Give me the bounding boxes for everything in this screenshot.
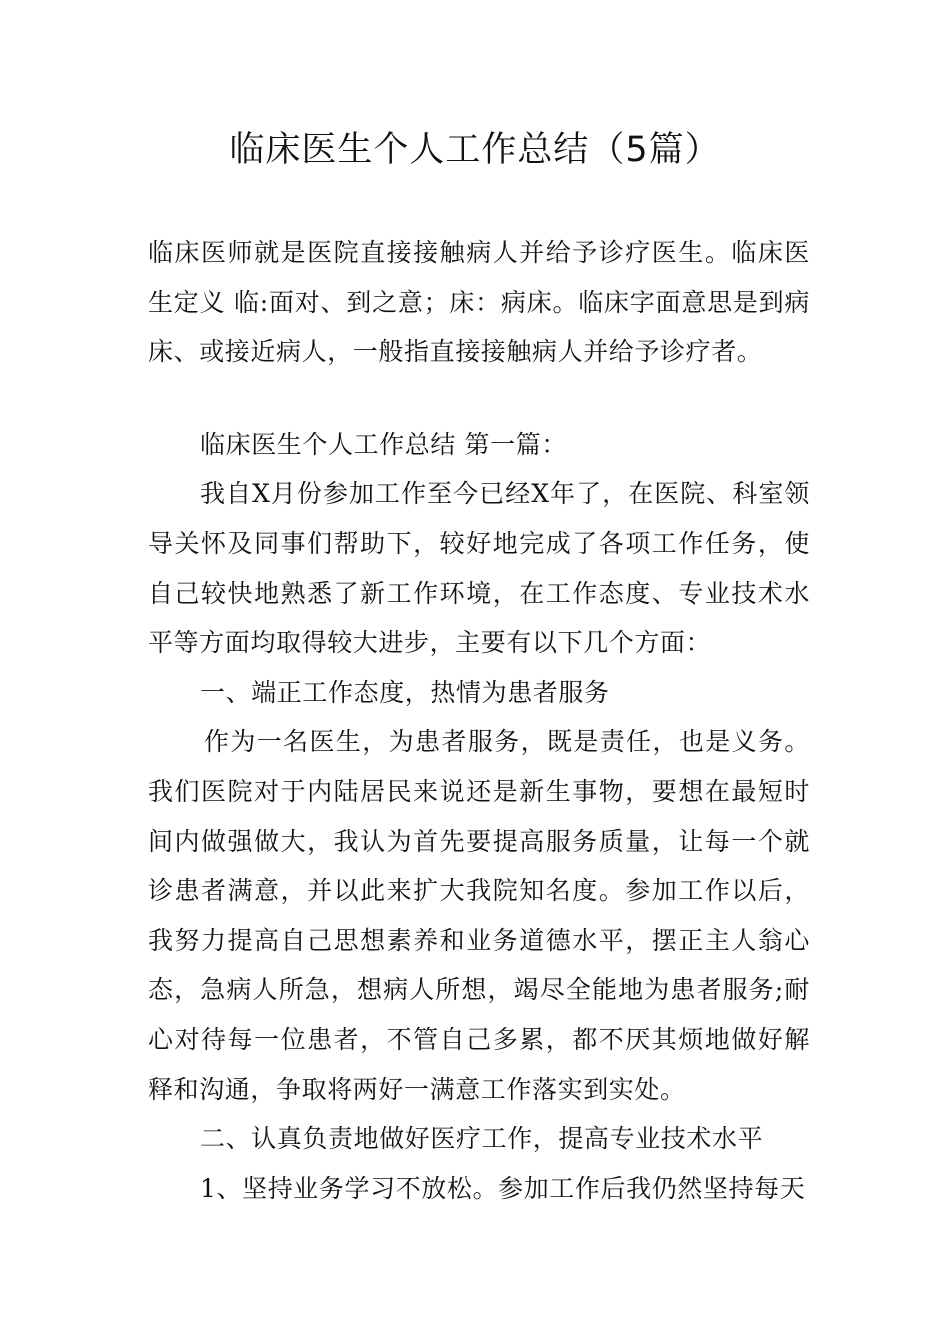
paragraph-gap <box>148 377 810 420</box>
body-paragraph: 1、坚持业务学习不放松。参加工作后我仍然坚持每天 <box>200 1173 806 1203</box>
subheading-2: 二、认真负责地做好医疗工作，提高专业技术水平 <box>200 1124 764 1154</box>
document-title: 临床医生个人工作总结（5篇） <box>229 130 721 170</box>
body-paragraph: 作为一名医生，为患者服务，既是责任，也是义务。我们医院对于内陆居民来说还是新生事物，要想在最短时间内做强做大，我认为首先要提高服务质量，让每一个就诊患者满意，并以此来扩大我院知名度。参加工作以后，我努力提高自己思想素养和业务道德水平，摆正主人翁心态，急病人所急，想病人所想，竭尽全能地为患者服务;耐心对待每一位患者，不管自己多累，都不厌其烦地做好解释和沟通，争取将两好一满意工作落实到实处。 <box>148 727 810 1104</box>
intro-paragraph: 临床医师就是医院直接接触病人并给予诊疗医生。临床医生定义 临:面对、到之意；床：病床。临床字面意思是到病床、或接近病人，一般指直接接触病人并给予诊疗者。 <box>148 238 810 367</box>
document-body <box>148 228 810 1213</box>
body-paragraph: 我自X月份参加工作至今已经X年了，在医院、科室领导关怀及同事们帮助下，较好地完成了各项工作任务，使自己较快地熟悉了新工作环境，在工作态度、专业技术水平等方面均取得较大进步，主要有以下几个方面： <box>148 479 810 658</box>
subheading-1: 一、端正工作态度，热情为患者服务 <box>200 677 610 707</box>
section-heading: 临床医生个人工作总结 第一篇： <box>200 429 567 459</box>
